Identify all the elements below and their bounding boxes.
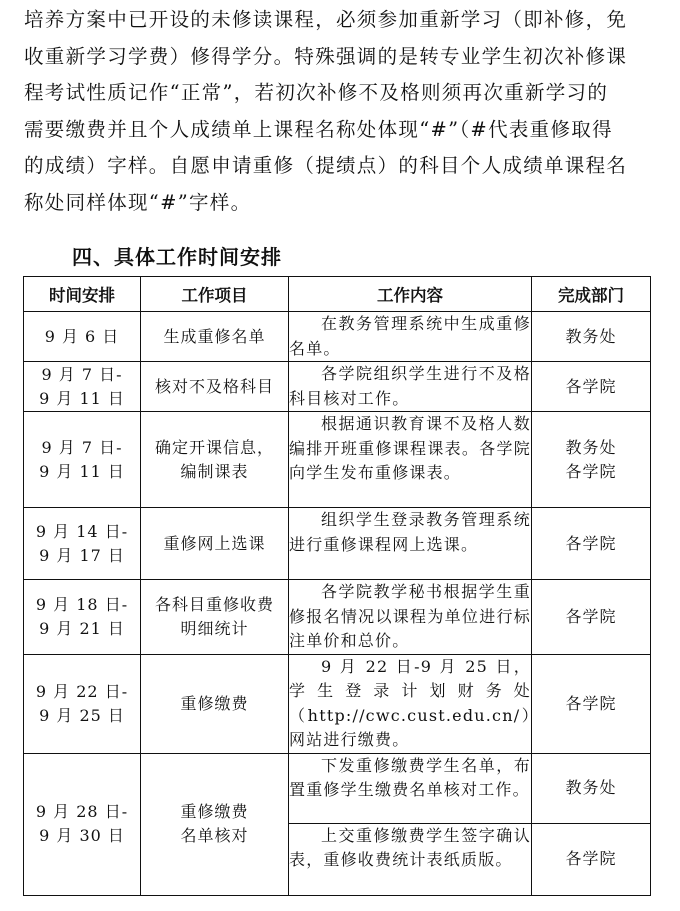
table-row	[24, 362, 651, 412]
item-cell: 各科目重修收费 明细统计	[141, 580, 289, 655]
item-cell: 重修缴费 名单核对	[141, 753, 289, 895]
time-cell: 9 月 7 日- 9 月 11 日	[24, 362, 141, 412]
content-cell: 组织学生登录教务管理系统进行重修课程网上选课。	[289, 508, 532, 580]
table-row	[24, 580, 651, 655]
header-item: 工作项目	[141, 277, 289, 312]
header-content: 工作内容	[289, 277, 532, 312]
table-row	[24, 312, 651, 362]
intro-paragraph	[24, 2, 652, 221]
item-cell: 确定开课信息， 编制课表	[141, 412, 289, 508]
section-heading: 四、具体工作时间安排	[72, 245, 282, 269]
time-cell: 9 月 22 日- 9 月 25 日	[24, 654, 141, 753]
content-cell: 各学院组织学生进行不及格科目核对工作。	[289, 362, 532, 412]
content-cell: 根据通识教育课不及格人数编排开班重修课程课表。各学院向学生发布重修课表。	[289, 412, 532, 508]
time-cell: 9 月 18 日- 9 月 21 日	[24, 580, 141, 655]
item-cell: 重修缴费	[141, 654, 289, 753]
time-cell: 9 月 7 日- 9 月 11 日	[24, 412, 141, 508]
table-row	[24, 412, 651, 508]
time-cell: 9 月 6 日	[24, 312, 141, 362]
content-cell: 各学院教学秘书根据学生重修报名情况以课程为单位进行标注单价和总价。	[289, 580, 532, 655]
dept-cell: 各学院	[532, 654, 651, 753]
item-cell: 重修网上选课	[141, 508, 289, 580]
paragraph-line: 需要缴费并且个人成绩单上课程名称处体现“#”（#代表重修取得	[24, 117, 613, 141]
dept-cell: 各学院	[532, 362, 651, 412]
dept-cell: 各学院	[532, 823, 651, 895]
paragraph-line: 培养方案中已开设的未修读课程，必须参加重新学习（即补修，免	[24, 8, 628, 31]
header-dept: 完成部门	[532, 277, 651, 312]
table-row	[24, 654, 651, 753]
time-cell: 9 月 14 日- 9 月 17 日	[24, 508, 141, 580]
paragraph-line: 称处同样体现“#”字样。	[24, 190, 252, 214]
paragraph-line: 的成绩）字样。自愿申请重修（提绩点）的科目个人成绩单课程名	[24, 154, 628, 177]
dept-cell: 教务处	[532, 312, 651, 362]
dept-cell: 教务处 各学院	[532, 412, 651, 508]
item-cell: 生成重修名单	[141, 312, 289, 362]
content-cell: 9 月 22 日-9 月 25 日，学生登录计划财务处（http://cwc.cust.edu.cn/）网站进行缴费。	[289, 654, 532, 753]
dept-cell: 教务处	[532, 753, 651, 823]
item-cell: 核对不及格科目	[141, 362, 289, 412]
content-cell: 在教务管理系统中生成重修名单。	[289, 312, 532, 362]
schedule-table	[23, 276, 651, 896]
dept-cell: 各学院	[532, 580, 651, 655]
table-row	[24, 753, 651, 823]
content-cell: 下发重修缴费学生名单，布置重修学生缴费名单核对工作。	[289, 753, 532, 823]
paragraph-line: 收重新学习学费）修得学分。特殊强调的是转专业学生初次补修课	[24, 44, 628, 68]
header-time: 时间安排	[24, 277, 141, 312]
dept-cell: 各学院	[532, 508, 651, 580]
content-cell: 上交重修缴费学生签字确认表，重修收费统计表纸质版。	[289, 823, 532, 895]
time-cell: 9 月 28 日- 9 月 30 日	[24, 753, 141, 895]
table-row	[24, 508, 651, 580]
paragraph-line: 程考试性质记作“正常”，若初次补修不及格则须再次重新学习的	[24, 81, 609, 104]
table-header-row	[24, 277, 651, 312]
